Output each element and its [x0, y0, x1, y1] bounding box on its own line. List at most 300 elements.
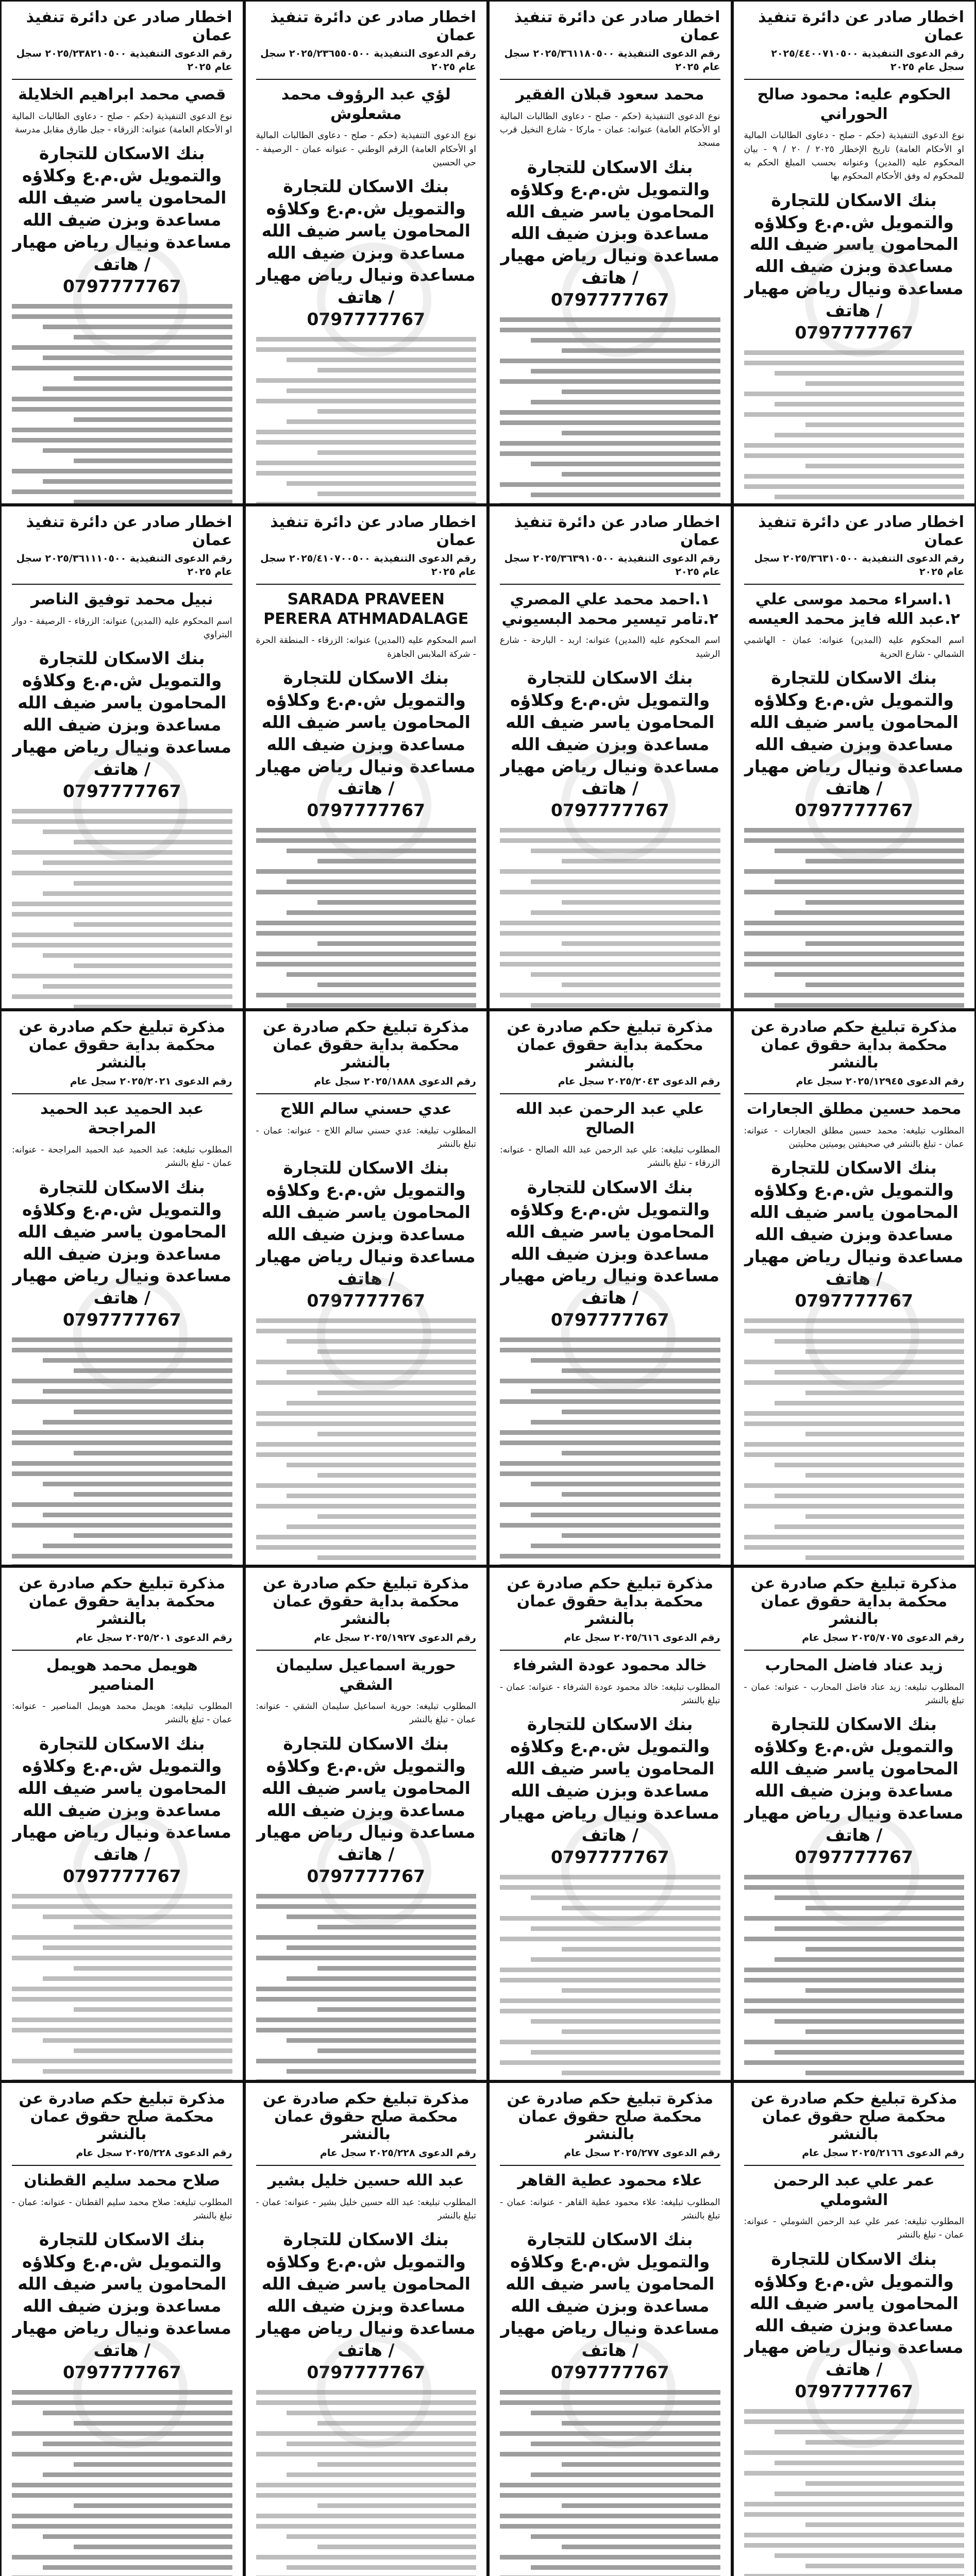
fine-print-line [531, 1513, 720, 1517]
fine-print-line [500, 2524, 720, 2529]
fine-print-line [500, 1554, 720, 1558]
fine-print-line [256, 2018, 477, 2022]
fine-print-line [562, 2503, 720, 2508]
notice-header: مذكرة تبليغ حكم صادرة عن محكمة صلح حقوق عمان بالنشر [507, 2090, 714, 2143]
legal-notice [488, 2081, 732, 2576]
notice-body: اسم المحكوم عليه (المدين) عنوانه: عمان - الهاشمي الشمالي - شارع الحرية [744, 635, 964, 659]
fine-print-line [775, 972, 964, 977]
fine-print-line [74, 2545, 232, 2549]
notice-header: اخطار صادر عن دائرة تنفيذ عمان [758, 513, 964, 549]
plaintiff-phone: 0797777767 [62, 276, 181, 296]
fine-print-line [500, 2452, 720, 2456]
fine-print-line [775, 2553, 964, 2558]
divider [500, 2165, 720, 2166]
fine-print-line [744, 2060, 965, 2065]
fine-print-line [256, 2483, 477, 2487]
fine-print-line [256, 952, 477, 956]
fine-print-line [12, 397, 232, 401]
fine-print-line [12, 469, 232, 473]
fine-print-line [74, 1492, 232, 1497]
watermark-seal [73, 1814, 188, 1928]
plaintiff-bank-text: بنك الاسكان للتجارة والتمويل ش.م.ع وكلاؤه المحامون ياسر ضيف الله مساعدة وبزن ضيف الله مساعدة ونيال رياض مهيار / هاتف [744, 1158, 964, 1289]
fine-print-line [744, 1535, 965, 1539]
defendant-name: قصي محمد ابراهيم الخلايلة [18, 86, 226, 104]
fine-print-line [74, 1005, 232, 1009]
fine-print-line [74, 417, 232, 422]
fine-print-line [744, 869, 965, 874]
fine-print-line [287, 972, 476, 977]
plaintiff-phone: 0797777767 [62, 1866, 181, 1887]
plaintiff-bank-text: بنك الاسكان للتجارة والتمويل ش.م.ع وكلاؤه المحامون ياسر ضيف الله مساعدة وبزن ضيف الله مساعدة ونيال رياض مهيار / هاتف [744, 190, 964, 321]
divider [500, 584, 720, 585]
fine-print-line [43, 1420, 232, 1425]
fine-print-line [744, 2574, 965, 2576]
fine-print-line [744, 2009, 965, 2013]
fine-print-line [500, 2483, 720, 2487]
fine-print-line [500, 2040, 720, 2044]
case-number: رقم الدعوى ٢٠٢٥/٢٠٤٣ سجل عام [558, 1075, 720, 1087]
fine-print-line [775, 1524, 964, 1529]
divider [256, 584, 477, 585]
fine-print-line [744, 2040, 965, 2044]
fine-print-line [775, 402, 964, 406]
case-number: رقم الدعوى التنفيذية ٢٠٢٥/٣٦١١٨٠٥٠٠ سجل عام ٢٠٢٥ [504, 48, 720, 73]
fine-print-line [287, 1945, 476, 1950]
fine-print-line [256, 1483, 477, 1488]
fine-print-line [744, 2502, 965, 2506]
fine-print-line [12, 912, 232, 917]
fine-print-line [43, 1976, 232, 1981]
fine-print-line [805, 900, 964, 905]
watermark-seal [561, 748, 676, 862]
fine-print-line [256, 2524, 477, 2529]
legal-notice [244, 505, 489, 1010]
fine-print-line [12, 366, 232, 370]
fine-print-line [256, 1411, 477, 1416]
fine-print-line [256, 2059, 477, 2063]
defendant-name: هويمل محمد هويمل المناصير [46, 1656, 198, 1694]
notice-body: المطلوب تبليغه: عبد الله حسين خليل بشير - عنوانه: عمان - تبلغ بالنشر [256, 2197, 476, 2221]
fine-print-line [317, 1925, 476, 1929]
case-number: رقم الدعوى ٢٠٢٥/٢٧٧ سجل عام [564, 2147, 720, 2159]
fine-print-line [500, 1461, 720, 1466]
notice-header: مذكرة تبليغ حكم صادرة عن محكمة صلح حقوق عمان بالنشر [750, 2090, 957, 2143]
fine-print-line [256, 378, 477, 383]
fine-print-line [43, 2565, 232, 2570]
fine-print-line [744, 1483, 965, 1488]
fine-print-line [12, 1430, 232, 1435]
fine-print-line [775, 910, 964, 915]
notice-header: اخطار صادر عن دائرة تنفيذ عمان [758, 8, 964, 44]
fine-print-line [317, 982, 476, 987]
fine-print-line [12, 1935, 232, 1940]
fine-print-line [287, 388, 476, 393]
fine-print-line [287, 1494, 476, 1498]
plaintiff-bank-text: بنك الاسكان للتجارة والتمويل ش.م.ع وكلاؤه المحامون ياسر ضيف الله مساعدة وبزن ضيف الله مساعدة ونيال رياض مهيار / هاتف [744, 1714, 964, 1845]
fine-print-line [500, 1937, 720, 1941]
fine-print-line [287, 1003, 476, 1008]
fine-print-line [775, 2019, 964, 2024]
fine-print-line [744, 2450, 965, 2455]
defendant-name: الحكوم عليه: محمود صالح الحوراني [757, 86, 951, 123]
case-number: رقم الدعوى ٢٠٢٥/٢٠١ سجل عام [76, 1632, 232, 1643]
fine-print-line [775, 1003, 964, 1008]
watermark-seal [805, 1277, 919, 1392]
notice-body: اسم المحكوم عليه (المدين) عنوانه: الزرقاء - المنطقة الحرة - شركة الملابس الجاهزة [256, 635, 476, 659]
fine-print-line [256, 1504, 477, 1509]
fine-print-line [12, 2028, 232, 2032]
watermark-seal [73, 748, 188, 862]
divider [744, 2165, 965, 2166]
legal-notice [0, 1566, 244, 2081]
watermark-seal [805, 748, 919, 862]
watermark-seal [73, 2334, 188, 2448]
fine-print-line [500, 420, 720, 425]
plaintiff-phone: 0797777767 [62, 1310, 181, 1330]
fine-print-line [531, 2019, 720, 2024]
legal-notice [732, 1566, 976, 2081]
fine-print-line [12, 974, 232, 978]
defendant-name: SARADA PRAVEEN PERERA ATHMADALAGE [263, 590, 469, 628]
plaintiff-bank-text: بنك الاسكان للتجارة والتمويل ش.م.ع وكلاؤه المحامون ياسر ضيف الله مساعدة وبزن ضيف الله مساعدة ونيال رياض مهيار / هاتف [500, 1177, 720, 1308]
fine-print-line [317, 2462, 476, 2467]
notice-header: مذكرة تبليغ حكم صادرة عن محكمة بداية حقوق عمان بالنشر [507, 1574, 714, 1628]
watermark-seal [805, 2334, 919, 2448]
fine-print-line [287, 1976, 476, 1981]
notice-header: مذكرة تبليغ حكم صادرة عن محكمة بداية حقوق عمان بالنشر [19, 1574, 226, 1628]
fine-print-line [805, 2071, 964, 2075]
fine-print-line [500, 1502, 720, 1507]
fine-print-line [562, 2071, 720, 2075]
defendant-name: عبد الله حسين خليل بشير [267, 2172, 464, 2190]
plaintiff-bank-text: بنك الاسكان للتجارة والتمويل ش.م.ع وكلاؤه المحامون ياسر ضيف الله مساعدة وبزن ضيف الله مساعدة ونيال رياض مهيار / هاتف [12, 1177, 232, 1308]
notice-body: المطلوب تبليغه: عمر علي عبد الرحمن الشوملي - عنوانه: عمان - تبلغ بالنشر [744, 2216, 964, 2241]
fine-print-line [43, 891, 232, 896]
defendant-name: محمد حسين مطلق الجعارات [746, 1100, 962, 1118]
fine-print-line [256, 1956, 477, 1960]
notice-header: مذكرة تبليغ حكم صادرة عن محكمة صلح حقوق عمان بالنشر [262, 2090, 469, 2143]
divider [500, 1093, 720, 1094]
fine-print-line [256, 2514, 477, 2518]
fine-print-line [805, 2564, 964, 2568]
fine-print-line [744, 952, 965, 956]
watermark-seal [73, 1277, 188, 1392]
fine-print-line [500, 441, 720, 446]
plaintiff-phone: 0797777767 [550, 1846, 669, 1867]
fine-print-line [12, 871, 232, 875]
fine-print-line [12, 489, 232, 494]
fine-print-line [531, 879, 720, 884]
fine-print-line [287, 358, 476, 362]
fine-print-line [775, 1957, 964, 1962]
divider [744, 584, 965, 585]
fine-print-line [500, 2555, 720, 2560]
fine-print-line [744, 921, 965, 925]
notice-body: المطلوب تبليغه: عبد الحميد عبد الحميد المراجحة - عنوانه: عمان - تبلغ بالنشر [12, 1145, 232, 1169]
plaintiff-phone: 0797777767 [307, 2362, 426, 2382]
plaintiff-phone: 0797777767 [307, 309, 426, 329]
fine-print-line [74, 2048, 232, 2053]
fine-print-line [74, 963, 232, 968]
fine-print-line [744, 1421, 965, 1426]
defendant-name: محمد سعود قبلان الفقير [515, 86, 704, 104]
fine-print-line [256, 921, 477, 925]
fine-print-line [500, 1399, 720, 1404]
fine-print-line [531, 2050, 720, 2055]
fine-print-line [562, 1947, 720, 1952]
fine-print-line [287, 2565, 476, 2570]
divider [500, 1650, 720, 1651]
fine-print-line [287, 481, 476, 486]
fine-print-line [531, 1544, 720, 1548]
fine-print-line [531, 2472, 720, 2477]
notice-header: مذكرة تبليغ حكم صادرة عن محكمة بداية حقوق عمان بالنشر [262, 1574, 469, 1628]
divider [12, 79, 232, 80]
fine-print-line [744, 2471, 965, 2476]
legal-notice [488, 1010, 732, 1566]
fine-print-line [317, 2048, 476, 2053]
notice-header: اخطار صادر عن دائرة تنفيذ عمان [270, 513, 476, 549]
case-number: رقم الدعوى التنفيذية ٢٠٢٥/٤٤٠٠٧١٠٥٠٠ سجل عام ٢٠٢٥ [771, 48, 964, 73]
fine-print-line [287, 2038, 476, 2043]
fine-print-line [744, 453, 965, 458]
fine-print-line [317, 2007, 476, 2012]
defendant-name: ١.اسراء محمد موسى علي ٢.عبد الله فايز محمد العيسه [748, 590, 960, 628]
divider [256, 79, 477, 80]
fine-print-line [744, 2533, 965, 2537]
notice-header: مذكرة تبليغ حكم صادرة عن محكمة بداية حقوق عمان بالنشر [750, 1018, 957, 1072]
defendant-name: لؤي عبد الرؤوف محمد مشعلوش [281, 86, 451, 123]
divider [12, 584, 232, 585]
fine-print-line [256, 931, 477, 936]
fine-print-line [562, 472, 720, 477]
fine-print-line [256, 430, 477, 434]
fine-print-line [744, 392, 965, 396]
plaintiff-phone: 0797777767 [795, 800, 914, 821]
legal-notice [0, 2081, 244, 2576]
fine-print-line [531, 1957, 720, 1962]
fine-print-line [775, 495, 964, 499]
fine-print-line [287, 910, 476, 915]
divider [744, 1650, 965, 1651]
fine-print-line [805, 1473, 964, 1478]
watermark-seal [805, 1814, 919, 1928]
legal-notice [732, 505, 976, 1010]
fine-print-line [500, 993, 720, 997]
plaintiff-bank-text: بنك الاسكان للتجارة والتمويل ش.م.ع وكلاؤه المحامون ياسر ضيف الله مساعدة وبزن ضيف الله مساعدة ونيال رياض مهيار / هاتف [12, 2229, 232, 2360]
notice-body: اسم المحكوم عليه (المدين) عنوانه: الزرقاء - الرصيفة - دوار البتراوي [12, 616, 232, 640]
fine-print-line [531, 1003, 720, 1008]
fine-print-line [74, 1533, 232, 1538]
fine-print-line [74, 881, 232, 886]
fine-print-line [74, 459, 232, 463]
fine-print-line [256, 2028, 477, 2032]
notice-row [0, 505, 976, 1010]
fine-print-line [256, 440, 477, 445]
fine-print-line [256, 2452, 477, 2456]
defendant-name: حورية اسماعيل سليمان الشقي [276, 1656, 457, 1694]
fine-print-line [562, 859, 720, 863]
fine-print-line [317, 1432, 476, 1436]
fine-print-line [562, 389, 720, 394]
fine-print-line [744, 1452, 965, 1457]
fine-print-line [43, 448, 232, 453]
fine-print-line [74, 376, 232, 381]
fine-print-line [256, 1535, 477, 1539]
notice-body: نوع الدعوى التنفيذية (حكم - صلح - دعاوى الطالبات المالية او الأحكام العامة) الرقم الوطني - عنوانه عمان - الرصيفة - حي الحسين [256, 130, 476, 168]
plaintiff-phone: 0797777767 [795, 1846, 914, 1867]
fine-print-line [805, 982, 964, 987]
notice-header: اخطار صادر عن دائرة تنفيذ عمان [26, 8, 232, 44]
fine-print-line [74, 2007, 232, 2012]
fine-print-line [74, 2503, 232, 2508]
fine-print-line [500, 451, 720, 456]
fine-print-line [775, 2050, 964, 2055]
plaintiff-bank-text: بنك الاسكان للتجارة والتمويل ش.م.ع وكلاؤه المحامون ياسر ضيف الله مساعدة وبزن ضيف الله مساعدة ونيال رياض مهيار / هاتف [500, 2229, 720, 2360]
notice-header: مذكرة تبليغ حكم صادرة عن محكمة بداية حقوق عمان بالنشر [750, 1574, 957, 1628]
fine-print-line [317, 1555, 476, 1560]
fine-print-line [74, 1925, 232, 1929]
fine-print-line [256, 461, 477, 465]
watermark-seal [317, 2334, 431, 2448]
notice-body: المطلوب تبليغه: زيد عناد فاضل المحارب - عنوانه: عمان - تبلغ بالنشر [744, 1682, 964, 1706]
fine-print-line [287, 879, 476, 884]
fine-print-line [744, 962, 965, 967]
notice-body: المطلوب تبليغه: علي عبد الرحمن عبد الله الصالح - عنوانه: الزرقاء - تبلغ بالنشر [500, 1145, 720, 1169]
fine-print-line [562, 1410, 720, 1414]
fine-print-line [562, 1533, 720, 1538]
fine-print-line [744, 474, 965, 479]
fine-print-line [531, 400, 720, 404]
notice-body: اسم المحكوم عليه (المدين) عنوانه: اربد - البارحة - شارع الرشيد [500, 635, 720, 659]
fine-print-line [805, 1555, 964, 1560]
fine-print-line [12, 1956, 232, 1960]
plaintiff-phone: 0797777767 [795, 1290, 914, 1311]
legal-notice [244, 1566, 489, 2081]
fine-print-line [500, 2009, 720, 2013]
plaintiff-bank-text: بنك الاسكان للتجارة والتمويل ش.م.ع وكلاؤه المحامون ياسر ضيف الله مساعدة وبزن ضيف الله مساعدة ونيال رياض مهيار / هاتف [500, 667, 720, 799]
notice-body: المطلوب تبليغه: محمد حسين مطلق الجعارات - عنوانه: عمان - تبلغ بالنشر في صحيفتين يوميتين محليتين [744, 1125, 964, 1149]
notice-body: المطلوب تبليغه: خالد محمود عودة الشرفاء - عنوانه: عمان - تبلغ بالنشر [500, 1682, 720, 1706]
fine-print-line [500, 410, 720, 415]
notice-header: اخطار صادر عن دائرة تنفيذ عمان [26, 513, 232, 549]
case-number: رقم الدعوى ٢٠٢٥/٢٢٨ سجل عام [319, 2147, 476, 2159]
fine-print-line [43, 2069, 232, 2074]
fine-print-line [805, 1391, 964, 1395]
notice-header: مذكرة تبليغ حكم صادرة عن محكمة بداية حقوق عمان بالنشر [262, 1018, 469, 1072]
notice-body: نوع الدعوى التنفيذية (حكم - صلح - دعاوى الطالبات المالية او الأحكام العامة) عنوانه: الزرقاء - جبل طارق مقابل مدرسة [12, 111, 232, 135]
fine-print-line [531, 2534, 720, 2539]
fine-print-line [805, 422, 964, 427]
notice-row [0, 0, 976, 505]
fine-print-line [43, 1945, 232, 1950]
fine-print-line [500, 359, 720, 363]
fine-print-line [256, 471, 477, 476]
case-number: رقم الدعوى ٢٠٢٥/١٢٩٤٥ سجل عام [796, 1075, 964, 1087]
fine-print-line [12, 933, 232, 937]
fine-print-line [43, 1544, 232, 1548]
fine-print-line [531, 972, 720, 977]
case-number: رقم الدعوى ٢٠٢٥/٢٢٨ سجل عام [76, 2147, 232, 2159]
case-number: رقم الدعوى ٢٠٢٥/٧٠٧٥ سجل عام [802, 1632, 964, 1643]
fine-print-line [562, 941, 720, 946]
notice-header: مذكرة تبليغ حكم صادرة عن محكمة بداية حقوق عمان بالنشر [19, 1018, 226, 1072]
fine-print-line [43, 1513, 232, 1517]
fine-print-line [12, 2059, 232, 2063]
watermark-seal [561, 243, 676, 357]
fine-print-line [43, 953, 232, 958]
plaintiff-phone: 0797777767 [307, 1290, 426, 1311]
fine-print-line [744, 2512, 965, 2517]
fine-print-line [744, 890, 965, 894]
fine-print-line [317, 2545, 476, 2549]
fine-print-line [287, 2472, 476, 2477]
legal-notice [0, 1010, 244, 1566]
fine-print-line [500, 482, 720, 487]
fine-print-line [317, 1473, 476, 1478]
fine-print-line [12, 2524, 232, 2529]
fine-print-line [43, 386, 232, 391]
case-number: رقم الدعوى التنفيذية ٢٠٢٥/٢٣٨٢١٠٥٠٠ سجل عام ٢٠٢٥ [16, 48, 232, 73]
fine-print-line [12, 1471, 232, 1476]
fine-print-line [531, 462, 720, 466]
fine-print-line [256, 962, 477, 967]
plaintiff-bank-text: بنك الاسكان للتجارة والتمويل ش.م.ع وكلاؤه المحامون ياسر ضيف الله مساعدة وبزن ضيف الله مساعدة ونيال رياض مهيار / هاتف [12, 143, 232, 274]
fine-print-line [256, 399, 477, 403]
fine-print-line [43, 2534, 232, 2539]
fine-print-line [562, 1492, 720, 1497]
fine-print-line [12, 2018, 232, 2022]
fine-print-line [775, 371, 964, 376]
plaintiff-phone: 0797777767 [550, 800, 669, 821]
fine-print-line [256, 1997, 477, 2002]
fine-print-line [256, 1452, 477, 1457]
fine-print-line [43, 479, 232, 484]
notice-fine-print [256, 337, 477, 505]
fine-print-line [500, 1471, 720, 1476]
notice-header: اخطار صادر عن دائرة تنفيذ عمان [270, 8, 476, 44]
fine-print-line [287, 2534, 476, 2539]
notice-body: المطلوب تبليغه: علاء محمود عطية القاهر - عنوانه: عمان - تبلغ بالنشر [500, 2197, 720, 2221]
fine-print-line [562, 2545, 720, 2549]
case-number: رقم الدعوى ٢٠٢٥/١٨٨٨ سجل عام [314, 1075, 476, 1087]
notice-header: اخطار صادر عن دائرة تنفيذ عمان [514, 8, 720, 44]
fine-print-line [12, 1502, 232, 1507]
fine-print-line [317, 492, 476, 496]
fine-print-line [744, 1411, 965, 1416]
watermark-seal [317, 243, 431, 357]
defendant-name: ١.احمد محمد علي المصري ٢.تامر تيسير محمد البسيوني [501, 590, 718, 628]
divider [256, 1093, 477, 1094]
notice-header: اخطار صادر عن دائرة تنفيذ عمان [514, 513, 720, 549]
divider [744, 1093, 965, 1094]
fine-print-line [500, 2514, 720, 2518]
case-number: رقم الدعوى ٢٠٢٥/٢٠٢١ سجل عام [70, 1075, 232, 1087]
fine-print-line [500, 962, 720, 967]
plaintiff-bank-text: بنك الاسكان للتجارة والتمويل ش.م.ع وكلاؤه المحامون ياسر ضيف الله مساعدة وبزن ضيف الله مساعدة ونيال رياض مهيار / هاتف [12, 648, 232, 779]
fine-print-line [43, 2038, 232, 2043]
fine-print-line [317, 1391, 476, 1395]
fine-print-line [805, 1432, 964, 1436]
fine-print-line [74, 1410, 232, 1414]
fine-print-line [744, 1978, 965, 1982]
notice-body: المطلوب تبليغه: صلاح محمد سليم القطنان - عنوانه: عمان - تبلغ بالنشر [12, 2197, 232, 2221]
fine-print-line [43, 984, 232, 989]
fine-print-line [805, 2522, 964, 2527]
fine-print-line [531, 2565, 720, 2570]
fine-print-line [744, 1545, 965, 1550]
plaintiff-bank-text: بنك الاسكان للتجارة والتمويل ش.م.ع وكلاؤه المحامون ياسر ضيف الله مساعدة وبزن ضيف الله مساعدة ونيال رياض مهيار / هاتف [500, 1714, 720, 1845]
